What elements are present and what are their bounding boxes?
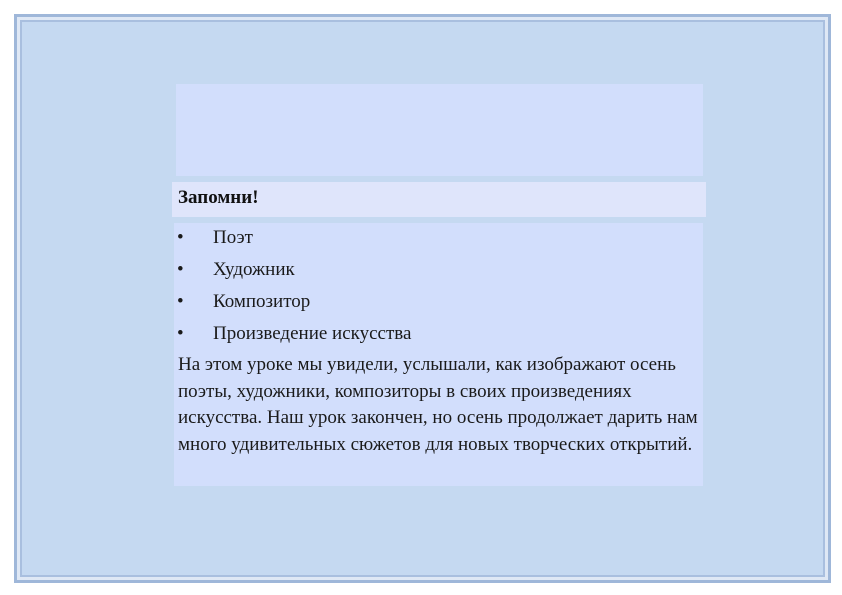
heading-text: Запомни! (178, 187, 259, 208)
list-item-label: Композитор (213, 291, 311, 312)
content-panel (174, 223, 703, 486)
list-item-label: Поэт (213, 227, 253, 248)
summary-paragraph: На этом уроке мы увидели, услышали, как изображают осень поэты, художники, композиторы в своих произведениях искусства. Наш урок закончен, но осень продолжает дарить нам много удивительных сюжетов для новых творческих открытий. (178, 354, 698, 455)
list-item (174, 289, 703, 321)
bullet-icon: • (177, 227, 184, 248)
image-placeholder (176, 84, 703, 176)
bullet-list (174, 225, 703, 353)
list-item (174, 321, 703, 353)
list-item-label: Произведение искусства (213, 323, 412, 344)
list-item-label: Художник (213, 259, 295, 280)
bullet-icon: • (177, 259, 184, 280)
heading-panel (172, 182, 706, 217)
list-item (174, 225, 703, 257)
bullet-icon: • (177, 323, 184, 344)
list-item (174, 257, 703, 289)
bullet-icon: • (177, 291, 184, 312)
